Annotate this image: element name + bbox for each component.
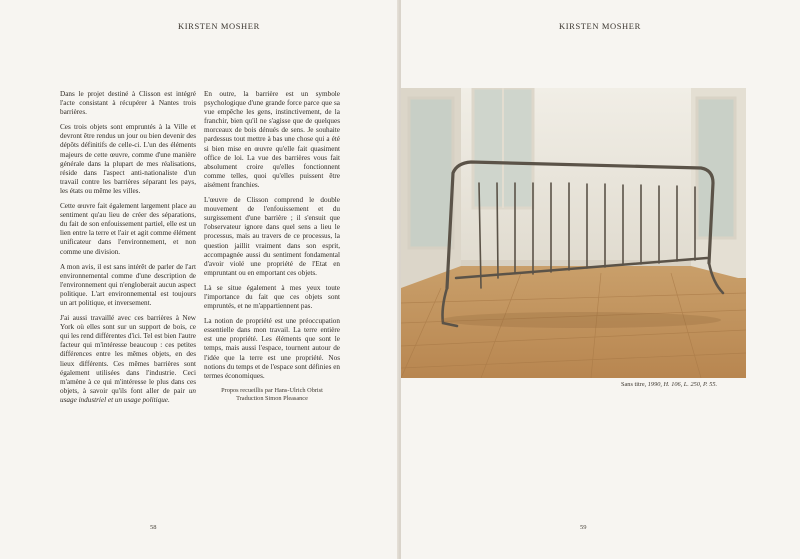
paragraph: Cette œuvre fait également largement place au sentiment qu'au lieu de créer des séparations, du fait de son enfouissement partiel, elle est un lien entre la terre et l'air et agit comme élément unificateur dans l'environnement, et non comme une division. — [60, 202, 196, 256]
credit-interview: Propos recueillis par Hans-Ulrich Obrist — [221, 386, 323, 394]
right-page — [401, 0, 800, 559]
paragraph: Dans le projet destiné à Clisson est intégré l'acte consistant à récupérer à Nantes trois barrières. — [60, 90, 196, 117]
artwork-photo-illustration — [401, 88, 746, 378]
photo-caption — [621, 381, 717, 388]
paragraph: A mon avis, il est sans intérêt de parler de l'art environnemental comme d'une description de l'environnement qui n'engloberait aucun aspect politique. L'art environnemental est toujours un art politique, et inversement. — [60, 262, 196, 307]
paragraph: L'œuvre de Clisson comprend le double mouvement de l'enfouissement et du surgissement d'une barrière ; il s'ensuit que l'observateur ignore dans quel sens a lieu le processus, mais au travers de ce processus, la question jaillit vraiment dans son esprit, accompagnée aussi du sentiment fondamental d'avoir violé une propriété de l'Etat en empruntant ou en emportant ces objets. — [204, 196, 340, 277]
paragraph-text: J'ai aussi travaillé avec ces barrières à New York où elles sont sur un support de bois, ce qui les rend différentes d'ici. Tel est bien l'autre facteur qui m'intéresse beaucoup : ces petites différences entre les mêmes objets, en des lieux différents. Ces mêmes barrières sont également utilisées dans l'industrie. Ceci m'amène à ce qui m'intéresse le plus dans ces objets, à savoir qu'ils font aller de pair — [60, 314, 196, 395]
text-column-1 — [60, 90, 196, 411]
caption-title: Sans titre, — [621, 381, 647, 388]
running-head-right: KIRSTEN MOSHER — [559, 21, 641, 31]
paragraph-last — [60, 314, 196, 405]
running-head-left: KIRSTEN MOSHER — [178, 21, 260, 31]
page-number-left: 58 — [150, 524, 157, 531]
artwork-photo — [401, 88, 746, 378]
paragraph: La notion de propriété est une préoccupation essentielle dans mon travail. La terre entière est une propriété. Les éléments que sont le temps, mais aussi l'espace, tournent autour de l'idée que la terre est une propriété. Nos notions du temps et de l'espace sont définies en termes économiques. — [204, 317, 340, 380]
paragraph: Là se situe également à mes yeux toute l'importance du fait que ces objets sont empruntés, et ne m'appartiennent pas. — [204, 283, 340, 311]
credit-translation: Traduction Simon Pleasance — [236, 394, 308, 402]
paragraph: En outre, la barrière est un symbole psychologique d'une grande force parce que sa vue empêche les gens, instinctivement, de la franchir, bien qu'il ne s'agisse que de quelques morceaux de bois dénués de sens. Je souhaite pardessus tout mettre à bas une chose qui a été si bien mise en œuvre qu'elle fait quasiment office de loi. La vue des barrières vous fait absolument croire qu'elles fonctionnent comme telles, quoi qu'elles puissent être aisément franchies. — [204, 90, 340, 189]
paragraph: Ces trois objets sont empruntés à la Ville et devront être rendus un jour ou bien devenir des dépôts définitifs de celle-ci. L'un des éléments majeurs de cette œuvre, comme d'une manière générale dans la plupart de mes réalisations, réside dans l'aspect anti-nationaliste d'un travail contre les barrières séparant les pays, les états ou même les villes. — [60, 123, 196, 195]
caption-dimensions: 1990, H. 106, L. 250, P. 55. — [647, 381, 718, 388]
text-column-2 — [204, 90, 340, 403]
left-page — [0, 0, 399, 559]
emphasis-text: un usage industriel et un usage politique. — [60, 386, 196, 404]
credits — [204, 387, 340, 403]
page-number-right: 59 — [580, 524, 587, 531]
